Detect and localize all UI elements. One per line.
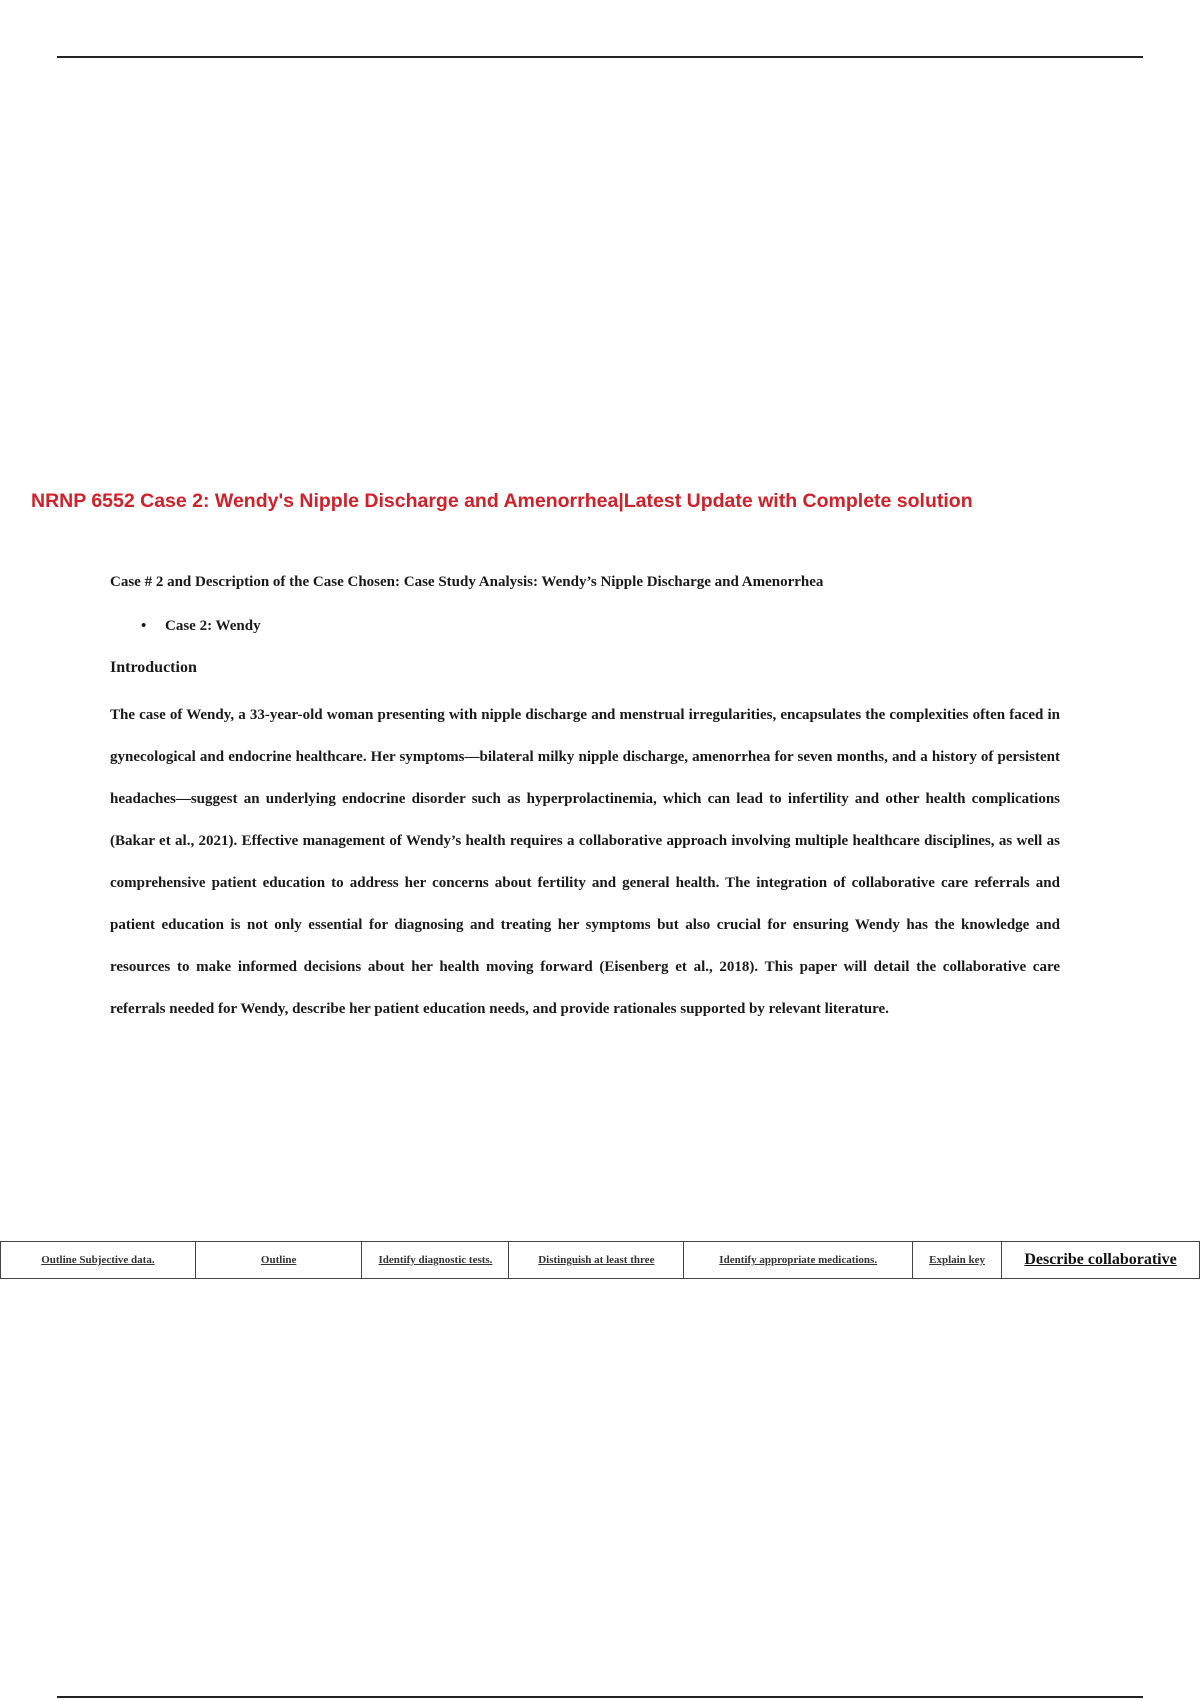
document-body [110, 570, 1060, 1030]
document-title: NRNP 6552 Case 2: Wendy's Nipple Discharge and Amenorrhea|Latest Update with Complete solution [31, 490, 973, 512]
table-row [1, 1242, 1200, 1279]
bullet-item [110, 614, 1060, 638]
bullet-marker: • [141, 618, 147, 634]
outline-table [0, 1241, 1200, 1279]
case-bullet-list [110, 614, 1060, 638]
section-heading: Introduction [110, 659, 197, 676]
introduction-paragraph: The case of Wendy, a 33-year-old woman presenting with nipple discharge and menstrual irregularities, encapsulates the complexities often faced in gynecological and endocrine healthcare. Her symptoms—bilateral milky nipple discharge, amenorrhea for seven months, and a history of persistent headaches—suggest an underlying endocrine disorder such as hyperprolactinemia, which can lead to infertility and other health complications (Bakar et al., 2021). Effective management of Wendy’s health requires a collaborative approach involving multiple healthcare disciplines, as well as comprehensive patient education to address her concerns about fertility and general health. The integration of collaborative care referrals and patient education is not only essential for diagnosing and treating her symptoms but also crucial for ensuring Wendy has the knowledge and resources to make informed decisions about her health moving forward (Eisenberg et al., 2018). This paper will detail the collaborative care referrals needed for Wendy, describe her patient education needs, and provide rationales supported by relevant literature. [110, 707, 1060, 1017]
bottom-rule [57, 1696, 1143, 1698]
table-header-cell: Outline [195, 1242, 362, 1279]
table-header-cell: Explain key [913, 1242, 1002, 1279]
table-header-cell: Distinguish at least three [509, 1242, 684, 1279]
table-header-cell: Describe collaborative [1002, 1242, 1200, 1279]
bullet-text: Case 2: Wendy [165, 618, 261, 634]
table-header-cell: Outline Subjective data. [1, 1242, 196, 1279]
table-header-cell: Identify appropriate medications. [684, 1242, 913, 1279]
case-description-line: Case # 2 and Description of the Case Chosen: Case Study Analysis: Wendy’s Nipple Discharge and Amenorrhea [110, 574, 824, 590]
top-rule [57, 56, 1143, 58]
table-header-cell: Identify diagnostic tests. [362, 1242, 509, 1279]
